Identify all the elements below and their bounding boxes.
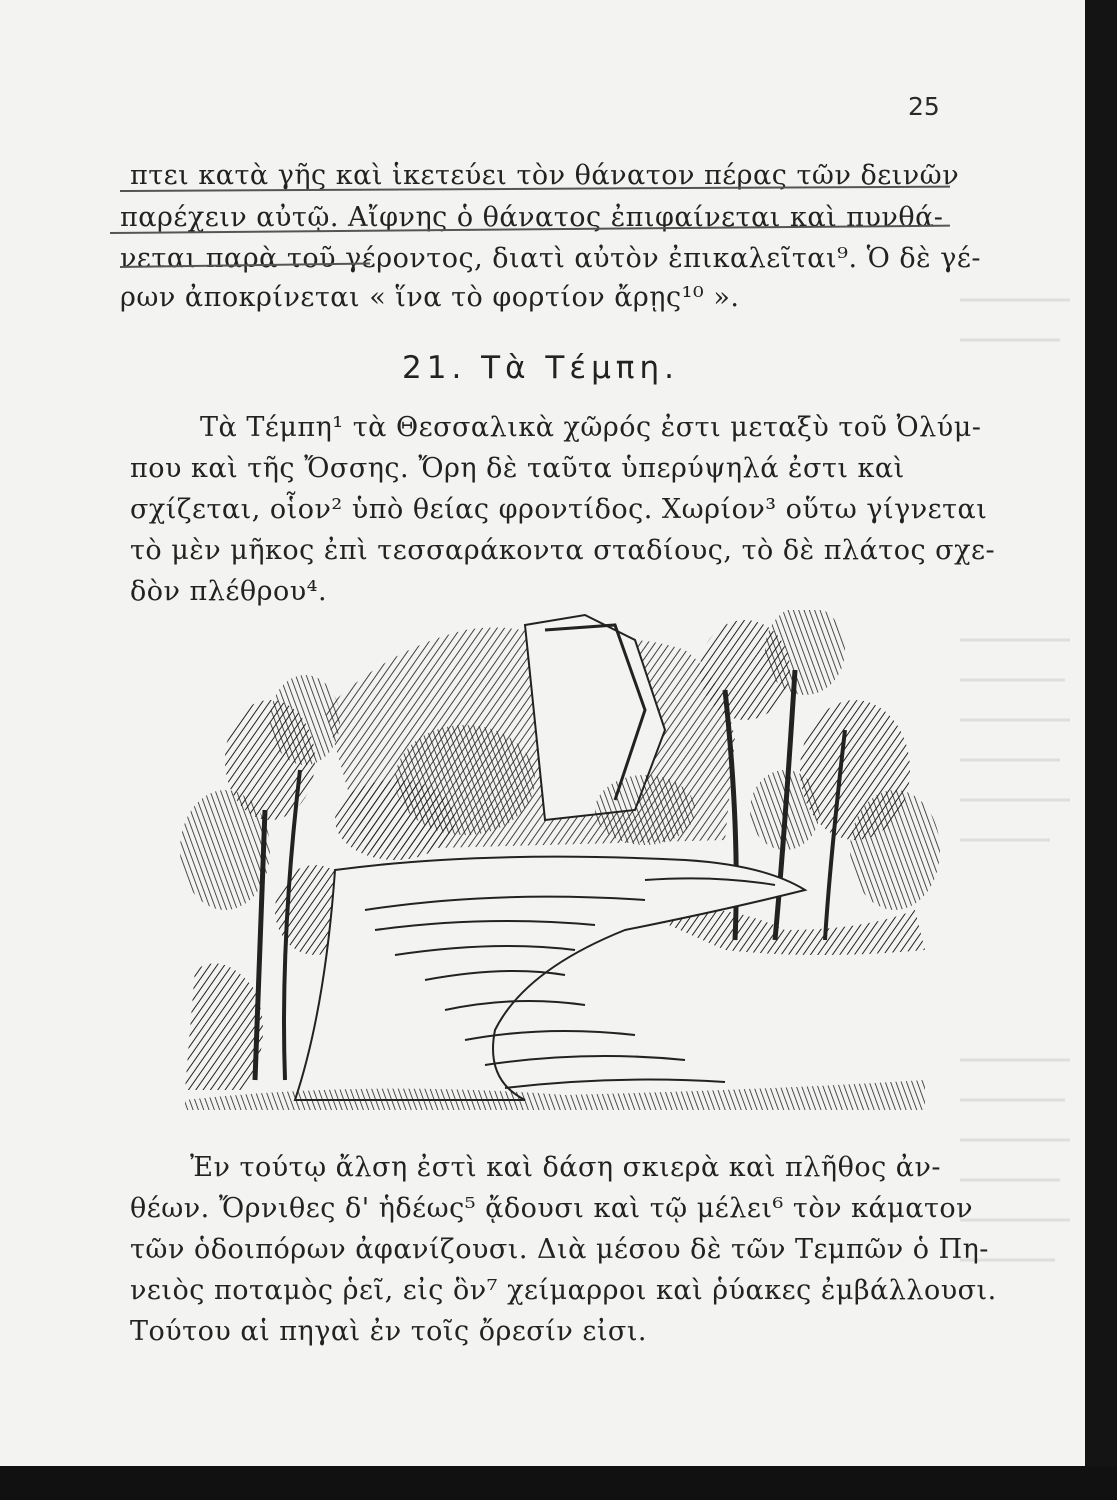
text-line: νειὸς ποταμὸς ῥεῖ, εἰς ὃν⁷ χείμαρροι καὶ ῥύακες ἐμβάλλουσι. [130, 1275, 997, 1306]
text-line: τὸ μὲν μῆκος ἐπὶ τεσσαράκοντα σταδίους, τὸ δὲ πλάτος σχε- [130, 535, 996, 566]
text-line: Τούτου αἱ πηγαὶ ἐν τοῖς ὄρεσίν εἰσι. [130, 1316, 647, 1347]
text-line: Τὰ Τέμπη¹ τὰ Θεσσαλικὰ χῶρός ἐστι μεταξὺ τοῦ Ὀλύμ- [200, 412, 982, 443]
tempe-valley-river-engraving-icon [165, 610, 955, 1110]
text-line: δὸν πλέθρου⁴. [130, 576, 328, 607]
bleed-through-texture [960, 260, 1085, 1360]
text-line: Ἐν τούτῳ ἄλση ἐστὶ καὶ δάση σκιερὰ καὶ πλῆθος ἀν- [190, 1152, 942, 1183]
text-line: παρέχειν αὐτῷ. Αἴφνης ὁ θάνατος ἐπιφαίνεται καὶ πυνθά- [120, 202, 944, 233]
scan-edge-bottom [0, 1466, 1117, 1500]
text-line: θέων. Ὄρνιθες δ' ἡδέως⁵ ᾄδουσι καὶ τῷ μέλει⁶ τὸν κάματον [130, 1193, 974, 1224]
text-line: σχίζεται, οἷον² ὑπὸ θείας φροντίδος. Χωρίον³ οὕτω γίγνεται [130, 494, 988, 525]
scan-edge-right [1085, 0, 1117, 1500]
section-title: 21. Τὰ Τέμπη. [402, 350, 679, 386]
text-line: νεται παρὰ τοῦ γέροντος, διατὶ αὐτὸν ἐπικαλεῖται⁹. Ὁ δὲ γέ- [120, 243, 981, 274]
text-line: τῶν ὁδοιπόρων ἀφανίζουσι. Διὰ μέσου δὲ τῶν Τεμπῶν ὁ Πη- [130, 1234, 989, 1265]
text-line: ρων ἀποκρίνεται « ἵνα τὸ φορτίον ἄρῃς¹⁰ ». [120, 282, 740, 313]
page-number: 25 [908, 92, 940, 121]
text-line: που καὶ τῆς Ὄσσης. Ὄρη δὲ ταῦτα ὑπερύψηλά ἐστι καὶ [130, 453, 905, 484]
text-line: πτει κατὰ γῆς καὶ ἱκετεύει τὸν θάνατον πέρας τῶν δεινῶν [130, 160, 960, 191]
